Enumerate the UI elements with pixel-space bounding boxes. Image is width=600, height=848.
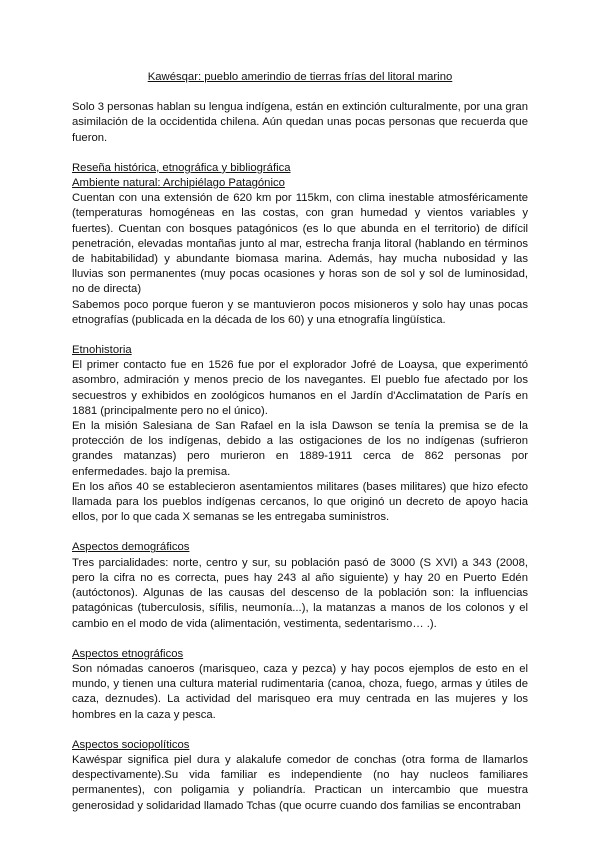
paragraph: En los años 40 se establecieron asentamientos militares (bases militares) que hizo efecto llamada para los pueblos indígenas cercanos, lo que originó un decreto de apoyo hacia ellos, por lo que cada X semanas se les entregaba suministros. xyxy=(72,480,528,524)
section-etnohistoria xyxy=(72,343,528,525)
paragraph: Kawéspar significa piel dura y alakalufe comedor de conchas (otra forma de llamarlos despectivamente).Su vida familiar es independiente (no hay nucleos familiares permanentes), con poligamia y poliandría. Practican un intercambio que muestra generosidad y solidaridad llamado Tchas (que ocurre cuando dos familias se encontraban xyxy=(72,753,528,812)
section-heading: Etnohistoria xyxy=(72,344,132,357)
section-heading: Reseña histórica, etnográfica y bibliográfica xyxy=(72,161,291,174)
section-etnograficos xyxy=(72,647,528,723)
section-sociopoliticos xyxy=(72,738,528,814)
paragraph: El primer contacto fue en 1526 fue por el explorador Jofré de Loaysa, que experimentó asombro, admiración y menos precio de los navegantes. El pueblo fue afectado por los secuestros y exhibidos en zoológicos humanos en el Jardín d'Acclimatation de París en 1881 (principalmente pero no el único). xyxy=(72,359,528,417)
intro-paragraph: Solo 3 personas hablan su lengua indígena, están en extinción culturalmente, por una gran asimilación de la occidentida chilena. Aún quedan unas pocas personas que recuerda que fueron. xyxy=(72,101,528,144)
document-body xyxy=(72,70,528,829)
section-heading: Aspectos demográficos xyxy=(72,541,190,554)
document-title: Kawésqar: pueblo amerindio de tierras frías del litoral marino xyxy=(147,71,453,83)
paragraph: Tres parcialidades: norte, centro y sur, su población pasó de 3000 (S XVI) a 343 (2008, pero la cifra no es correcta, pues hay 243 al año siguiente) y hay 20 en Puerto Edén (autóctonos). Algunas de las causas del descenso de la población son: la influencias patagónicas (tuberculosis, sífilis, neumonía...), la matanzas a manos de los colonos y el cambio en el modo de vida (alimentación, vestimenta, sedentarismo… .). xyxy=(72,556,528,630)
paragraph: Cuentan con una extensión de 620 km por 115km, con clima inestable atmosféricamente (temperaturas homogéneas en las costas, con gran humedad y vientos variables y fuertes). Cuentan con bosques patagónicos (es lo que abunda en el territorio) de difícil penetración, elevadas montañas junto al mar, estrecha franja litoral (hablando en términos de habitabilidad) y abundante biomasa marina. Además, hay mucha nubosidad y las lluvias son permanentes (muy pocas ocasiones y horas son de sol y sol de luminosidad, no de directa) xyxy=(72,192,528,296)
paragraph: Sabemos poco porque fueron y se mantuvieron pocos misioneros y solo hay unas pocas etnografías (publicada en la década de los 60) y una etnografía lingüística. xyxy=(72,298,528,326)
section-heading: Aspectos sociopolíticos xyxy=(72,738,190,751)
section-subheading: Ambiente natural: Archipiélago Patagónico xyxy=(72,177,285,190)
paragraph: Son nómadas canoeros (marisqueo, caza y pezca) y hay pocos ejemplos de esto en el mundo, y tienen una cultura material rudimentaria (canoa, choza, fuego, armas y útiles de caza, deznudes). La actividad del marisqueo era muy centrada en las mujeres y los hombres en la caza y pesca. xyxy=(72,662,528,721)
section-heading: Aspectos etnográficos xyxy=(72,647,184,660)
section-resena xyxy=(72,161,528,328)
paragraph: En la misión Salesiana de San Rafael en la isla Dawson se tenía la premisa se de la protección de los indígenas, debido a las ostigaciones de los no indígenas (sufrieron grandes matanzas) pero murieron en 1889-1911 cerca de 862 personas por enfermedades. bajo la premisa. xyxy=(72,420,528,478)
section-demograficos xyxy=(72,540,528,631)
